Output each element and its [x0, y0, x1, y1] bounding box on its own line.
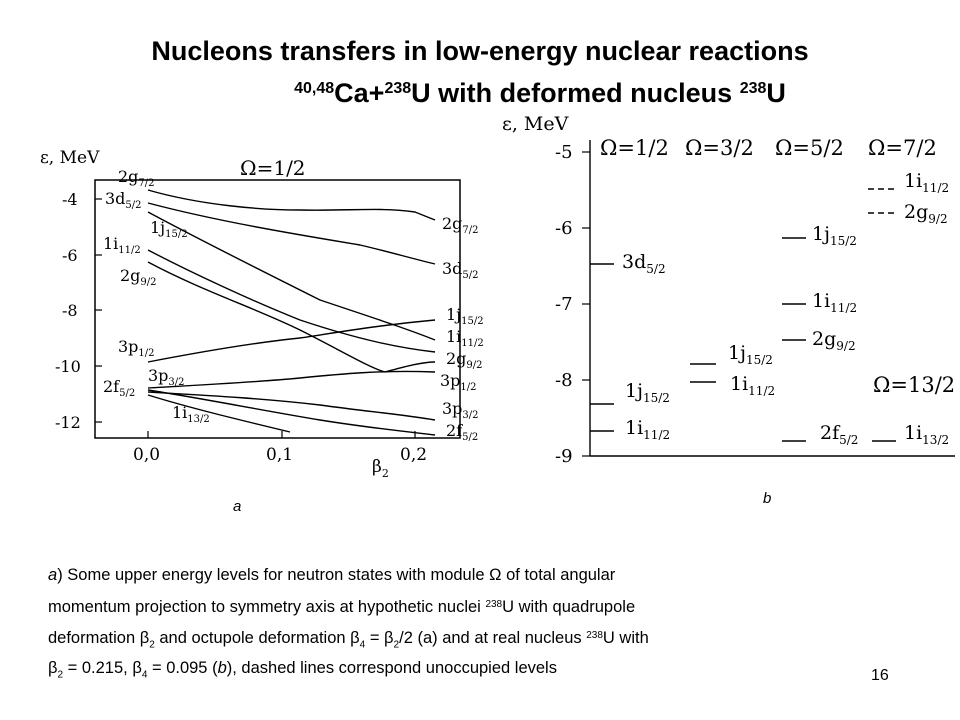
- caption-text: = 0.095 (: [147, 659, 218, 677]
- panel-b-letter: b: [763, 490, 772, 507]
- mass-number-ca: 40,48: [294, 80, 335, 97]
- label-a-l4: $1i_{11/2}$: [103, 234, 141, 256]
- label-b-10: $1i_{11/2}$: [904, 170, 950, 195]
- caption-text: /2 (a) and at real nucleus: [399, 629, 587, 647]
- ytick-b-5: -5: [555, 142, 573, 163]
- subscript: 2: [57, 669, 64, 681]
- label-a-l1: $2g_{7/2}$: [118, 167, 155, 189]
- ytick-a-4: -4: [62, 190, 78, 209]
- label-a-r8: $2f_{5/2}$: [446, 421, 479, 443]
- caption-a-letter: a: [48, 566, 58, 584]
- ytick-a-6: -6: [62, 246, 78, 265]
- caption-text: U with quadrupole: [502, 598, 636, 616]
- element-ca: Ca+: [334, 78, 385, 108]
- ytick-a-12: -12: [55, 413, 81, 432]
- beta-symbol: β: [139, 629, 150, 647]
- label-b-8: $2g_{9/2}$: [812, 328, 856, 353]
- xtick-a-2: 0,2: [400, 445, 428, 465]
- label-a-r5: $2g_{9/2}$: [446, 349, 483, 371]
- curve-3d52: [148, 203, 435, 264]
- caption-line-1: [48, 560, 848, 590]
- ytick-b-9: -9: [555, 446, 573, 467]
- label-a-l9: $1i_{13/2}$: [172, 403, 210, 425]
- page-number: 16: [871, 667, 889, 684]
- label-b-2: $1j_{15/2}$: [625, 380, 670, 405]
- curve-1i112: [148, 250, 435, 352]
- mass-number: 238: [586, 630, 603, 641]
- label-b-3: $1i_{11/2}$: [625, 417, 671, 442]
- xtick-a-1: 0,1: [266, 445, 294, 465]
- panel-a-xlabel: $\beta_2$: [372, 457, 389, 480]
- omega-b-4: Ω=7/2: [868, 136, 937, 160]
- caption-text: momentum projection to symmetry axis at hypothetic nuclei: [48, 598, 486, 616]
- caption-text: =: [365, 629, 385, 647]
- panel-a-letter: a: [233, 498, 242, 515]
- label-a-r3: $1j_{15/2}$: [446, 305, 484, 327]
- label-a-l2: $3d_{5/2}$: [105, 189, 142, 211]
- panel-b-ylabel: ε, MeV: [502, 113, 569, 135]
- subscript: 2: [393, 639, 400, 651]
- label-a-l3: $1j_{15/2}$: [150, 218, 188, 240]
- caption-b-letter: b: [217, 659, 227, 677]
- mass-number-u-2: 238: [739, 80, 767, 97]
- beta-symbol: β: [48, 659, 58, 677]
- label-b-5: $1i_{11/2}$: [730, 373, 776, 398]
- ytick-b-7: -7: [555, 294, 573, 315]
- label-b-7: $1i_{11/2}$: [812, 290, 858, 315]
- mass-number-u: 238: [384, 80, 412, 97]
- curve-extra: [148, 390, 435, 435]
- label-b-6: $1j_{15/2}$: [812, 223, 857, 248]
- caption-text: U with: [602, 629, 649, 647]
- ytick-b-6: -6: [555, 218, 573, 239]
- subtitle-mid: U with deformed nucleus: [411, 78, 740, 108]
- mass-number: 238: [485, 599, 503, 610]
- caption-text: ) Some upper energy levels for neutron states with module: [57, 566, 490, 584]
- caption-text: deformation: [48, 629, 140, 647]
- label-a-l8: $2f_{5/2}$: [103, 377, 136, 399]
- label-a-r6: $3p_{1/2}$: [440, 371, 477, 393]
- label-b-11: $2g_{9/2}$: [904, 201, 948, 226]
- beta-symbol: β: [384, 629, 394, 647]
- caption-text: = 0.215,: [63, 659, 133, 677]
- label-a-l6: $3p_{1/2}$: [118, 337, 155, 359]
- label-b-9: $2f_{5/2}$: [820, 422, 859, 447]
- xtick-a-0: 0,0: [133, 445, 161, 465]
- label-a-l5: $2g_{9/2}$: [120, 266, 157, 288]
- caption-text: of total angular: [501, 566, 616, 584]
- omega-b-2: Ω=3/2: [685, 136, 754, 160]
- ytick-a-8: -8: [62, 301, 78, 320]
- caption-text: and octupole deformation: [154, 629, 351, 647]
- label-b-1: $3d_{5/2}$: [622, 251, 666, 276]
- label-a-r7: $3p_{3/2}$: [442, 399, 479, 421]
- curve-3p32: [148, 371, 435, 388]
- beta-symbol: β: [132, 659, 142, 677]
- subscript: 4: [141, 669, 148, 681]
- subscript: 2: [149, 639, 155, 651]
- label-a-l7: $3p_{3/2}$: [148, 366, 185, 388]
- label-a-r4: $1i_{11/2}$: [446, 327, 484, 349]
- caption-line-2: [48, 592, 848, 622]
- omega-symbol: Ω: [489, 566, 502, 584]
- omega-b-5: Ω=13/2: [873, 373, 956, 397]
- label-b-12: $1i_{13/2}$: [904, 422, 950, 447]
- element-u: U: [766, 78, 786, 108]
- omega-b-3: Ω=5/2: [775, 136, 844, 160]
- panel-a-ylabel: ε, MeV: [40, 148, 100, 168]
- curve-1j152: [148, 212, 435, 340]
- label-b-4: $1j_{15/2}$: [728, 342, 773, 367]
- ytick-a-10: -10: [55, 357, 81, 376]
- label-a-r1: $2g_{7/2}$: [442, 214, 479, 236]
- slide-title: Nucleons transfers in low-energy nuclear reactions: [151, 36, 809, 66]
- curve-2g72: [148, 190, 435, 220]
- panel-a-omega: Ω=1/2: [240, 156, 306, 180]
- beta-symbol: β: [350, 629, 360, 647]
- caption-line-4: [48, 653, 848, 690]
- label-a-r2: $3d_{5/2}$: [442, 259, 479, 281]
- ytick-b-8: -8: [555, 370, 573, 391]
- caption-text: ), dashed lines correspond unoccupied levels: [226, 659, 557, 677]
- subscript: 4: [359, 639, 366, 651]
- omega-b-1: Ω=1/2: [600, 136, 669, 160]
